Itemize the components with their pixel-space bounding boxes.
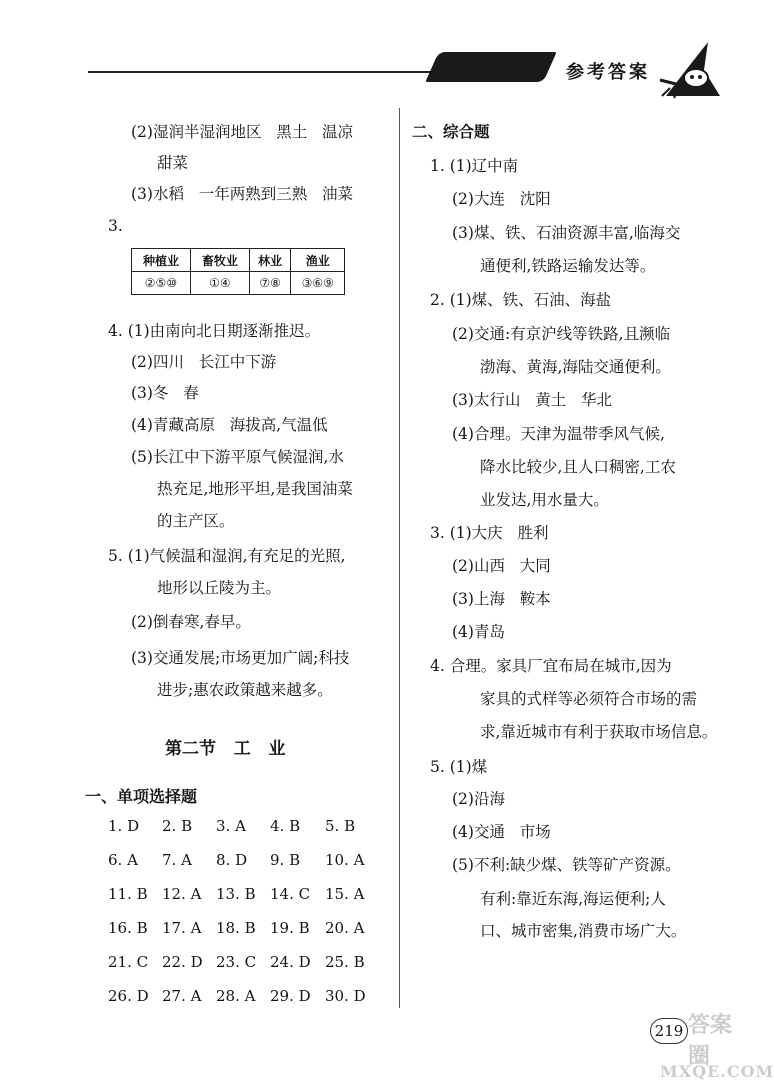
mc-answer: 26. D <box>108 987 149 1005</box>
table-cell: ②⑤⑩ <box>132 272 191 295</box>
table-header: 渔业 <box>291 249 345 272</box>
table-header: 畜牧业 <box>190 249 249 272</box>
left-line-4: 4. (1)由南向北日期逐渐推迟。 <box>108 322 321 340</box>
mc-answer: 28. A <box>216 987 256 1005</box>
section-title: 第二节 工 业 <box>165 739 286 759</box>
right-line-22: (5)不利:缺少煤、铁等矿产资源。 <box>452 856 681 874</box>
left-line-6: (3)冬 春 <box>131 384 199 402</box>
mc-answer: 7. A <box>162 851 192 869</box>
left-line-11: 5. (1)气候温和湿润,有充足的光照, <box>108 547 346 565</box>
table-cell: ⑦⑧ <box>249 272 291 295</box>
right-line-21: (4)交通 市场 <box>452 823 551 841</box>
right-line-19: 5. (1)煤 <box>430 758 488 776</box>
mc-answer: 15. A <box>325 885 365 903</box>
right-line-23: 有利:靠近东海,海运便利;人 <box>480 890 666 908</box>
mc-answer: 2. B <box>162 817 193 835</box>
left-line-13: (2)倒春寒,春早。 <box>131 613 251 631</box>
right-line-16: 4. 合理。家具厂宜布局在城市,因为 <box>430 657 672 675</box>
left-line-2: (3)水稻 一年两熟到三熟 油菜 <box>131 185 354 203</box>
right-line-14: (3)上海 鞍本 <box>452 590 551 608</box>
right-line-8: (3)太行山 黄土 华北 <box>452 391 613 409</box>
mc-answer: 9. B <box>270 851 301 869</box>
watermark-logo: 答案圈 <box>688 1012 733 1069</box>
mc-answer: 18. B <box>216 919 256 937</box>
mc-answer: 20. A <box>325 919 365 937</box>
left-line-12: 地形以丘陵为主。 <box>157 579 282 597</box>
table-cell: ③⑥⑨ <box>291 272 345 295</box>
right-line-12: 3. (1)大庆 胜利 <box>430 524 549 542</box>
header-rule <box>88 71 440 73</box>
mc-answer: 14. C <box>270 885 311 903</box>
table-header: 种植业 <box>132 249 191 272</box>
mc-answer: 27. A <box>162 987 202 1005</box>
right-line-13: (2)山西 大同 <box>452 557 551 575</box>
mc-answer: 23. C <box>216 953 257 971</box>
wizard-mascot-icon <box>658 40 728 98</box>
right-line-9: (4)合理。天津为温带季风气候, <box>452 425 665 443</box>
left-line-3: 3. <box>108 217 123 235</box>
right-line-7: 渤海、黄海,海陆交通便利。 <box>480 358 671 376</box>
page-number: 219 <box>650 1018 688 1044</box>
header-bar <box>425 52 556 82</box>
mc-answer: 6. A <box>108 851 138 869</box>
mc-answer: 29. D <box>270 987 311 1005</box>
left-line-14: (3)交通发展;市场更加广阔;科技 <box>131 649 350 667</box>
mc-answer: 4. B <box>270 817 301 835</box>
left-line-5: (2)四川 长江中下游 <box>131 353 277 371</box>
right-line-5: 2. (1)煤、铁、石油、海盐 <box>430 291 612 309</box>
right-line-6: (2)交通:有京沪线等铁路,且濒临 <box>452 325 671 343</box>
right-line-2: (2)大连 沈阳 <box>452 190 551 208</box>
mc-title: 一、单项选择题 <box>85 787 198 806</box>
left-line-1: 甜菜 <box>157 154 189 172</box>
right-line-10: 降水比较少,且人口稠密,工农 <box>480 458 676 476</box>
right-line-0: 二、综合题 <box>412 122 490 141</box>
right-line-4: 通便利,铁路运输发达等。 <box>480 257 656 275</box>
right-line-20: (2)沿海 <box>452 790 505 808</box>
left-line-7: (4)青藏高原 海拔高,气温低 <box>131 416 328 434</box>
left-line-15: 进步;惠农政策越来越多。 <box>157 681 333 699</box>
right-line-18: 求,靠近城市有利于获取市场信息。 <box>480 723 718 741</box>
left-line-0: (2)湿润半湿润地区 黑土 温凉 <box>131 123 354 141</box>
right-line-1: 1. (1)辽中南 <box>430 157 519 175</box>
left-line-8: (5)长江中下游平原气候湿润,水 <box>131 448 344 466</box>
mc-answer: 30. D <box>325 987 366 1005</box>
mc-answer: 25. B <box>325 953 365 971</box>
column-divider <box>399 108 400 1008</box>
mc-answer: 12. A <box>162 885 202 903</box>
watermark-url: MXQE.COM <box>660 1062 774 1081</box>
mc-answer: 22. D <box>162 953 203 971</box>
table-header: 林业 <box>249 249 291 272</box>
mc-answer: 13. B <box>216 885 256 903</box>
right-line-17: 家具的式样等必须符合市场的需 <box>480 690 698 708</box>
mc-answer: 1. D <box>108 817 140 835</box>
mc-answer: 3. A <box>216 817 246 835</box>
right-line-3: (3)煤、铁、石油资源丰富,临海交 <box>452 224 681 242</box>
right-line-11: 业发达,用水量大。 <box>480 491 609 509</box>
mc-answer: 19. B <box>270 919 310 937</box>
mc-answer: 16. B <box>108 919 148 937</box>
right-line-15: (4)青岛 <box>452 623 505 641</box>
left-line-9: 热充足,地形平坦,是我国油菜 <box>157 480 353 498</box>
mc-answer: 10. A <box>325 851 365 869</box>
mc-answer: 5. B <box>325 817 356 835</box>
table-cell: ①④ <box>190 272 249 295</box>
left-line-10: 的主产区。 <box>157 512 235 530</box>
mc-answer: 21. C <box>108 953 149 971</box>
mc-answer: 17. A <box>162 919 202 937</box>
mc-answer: 8. D <box>216 851 248 869</box>
right-line-24: 口、城市密集,消费市场广大。 <box>480 922 687 940</box>
header-title: 参考答案 <box>566 62 650 83</box>
agriculture-table <box>131 248 345 295</box>
mc-answer: 11. B <box>108 885 148 903</box>
mc-answer: 24. D <box>270 953 311 971</box>
